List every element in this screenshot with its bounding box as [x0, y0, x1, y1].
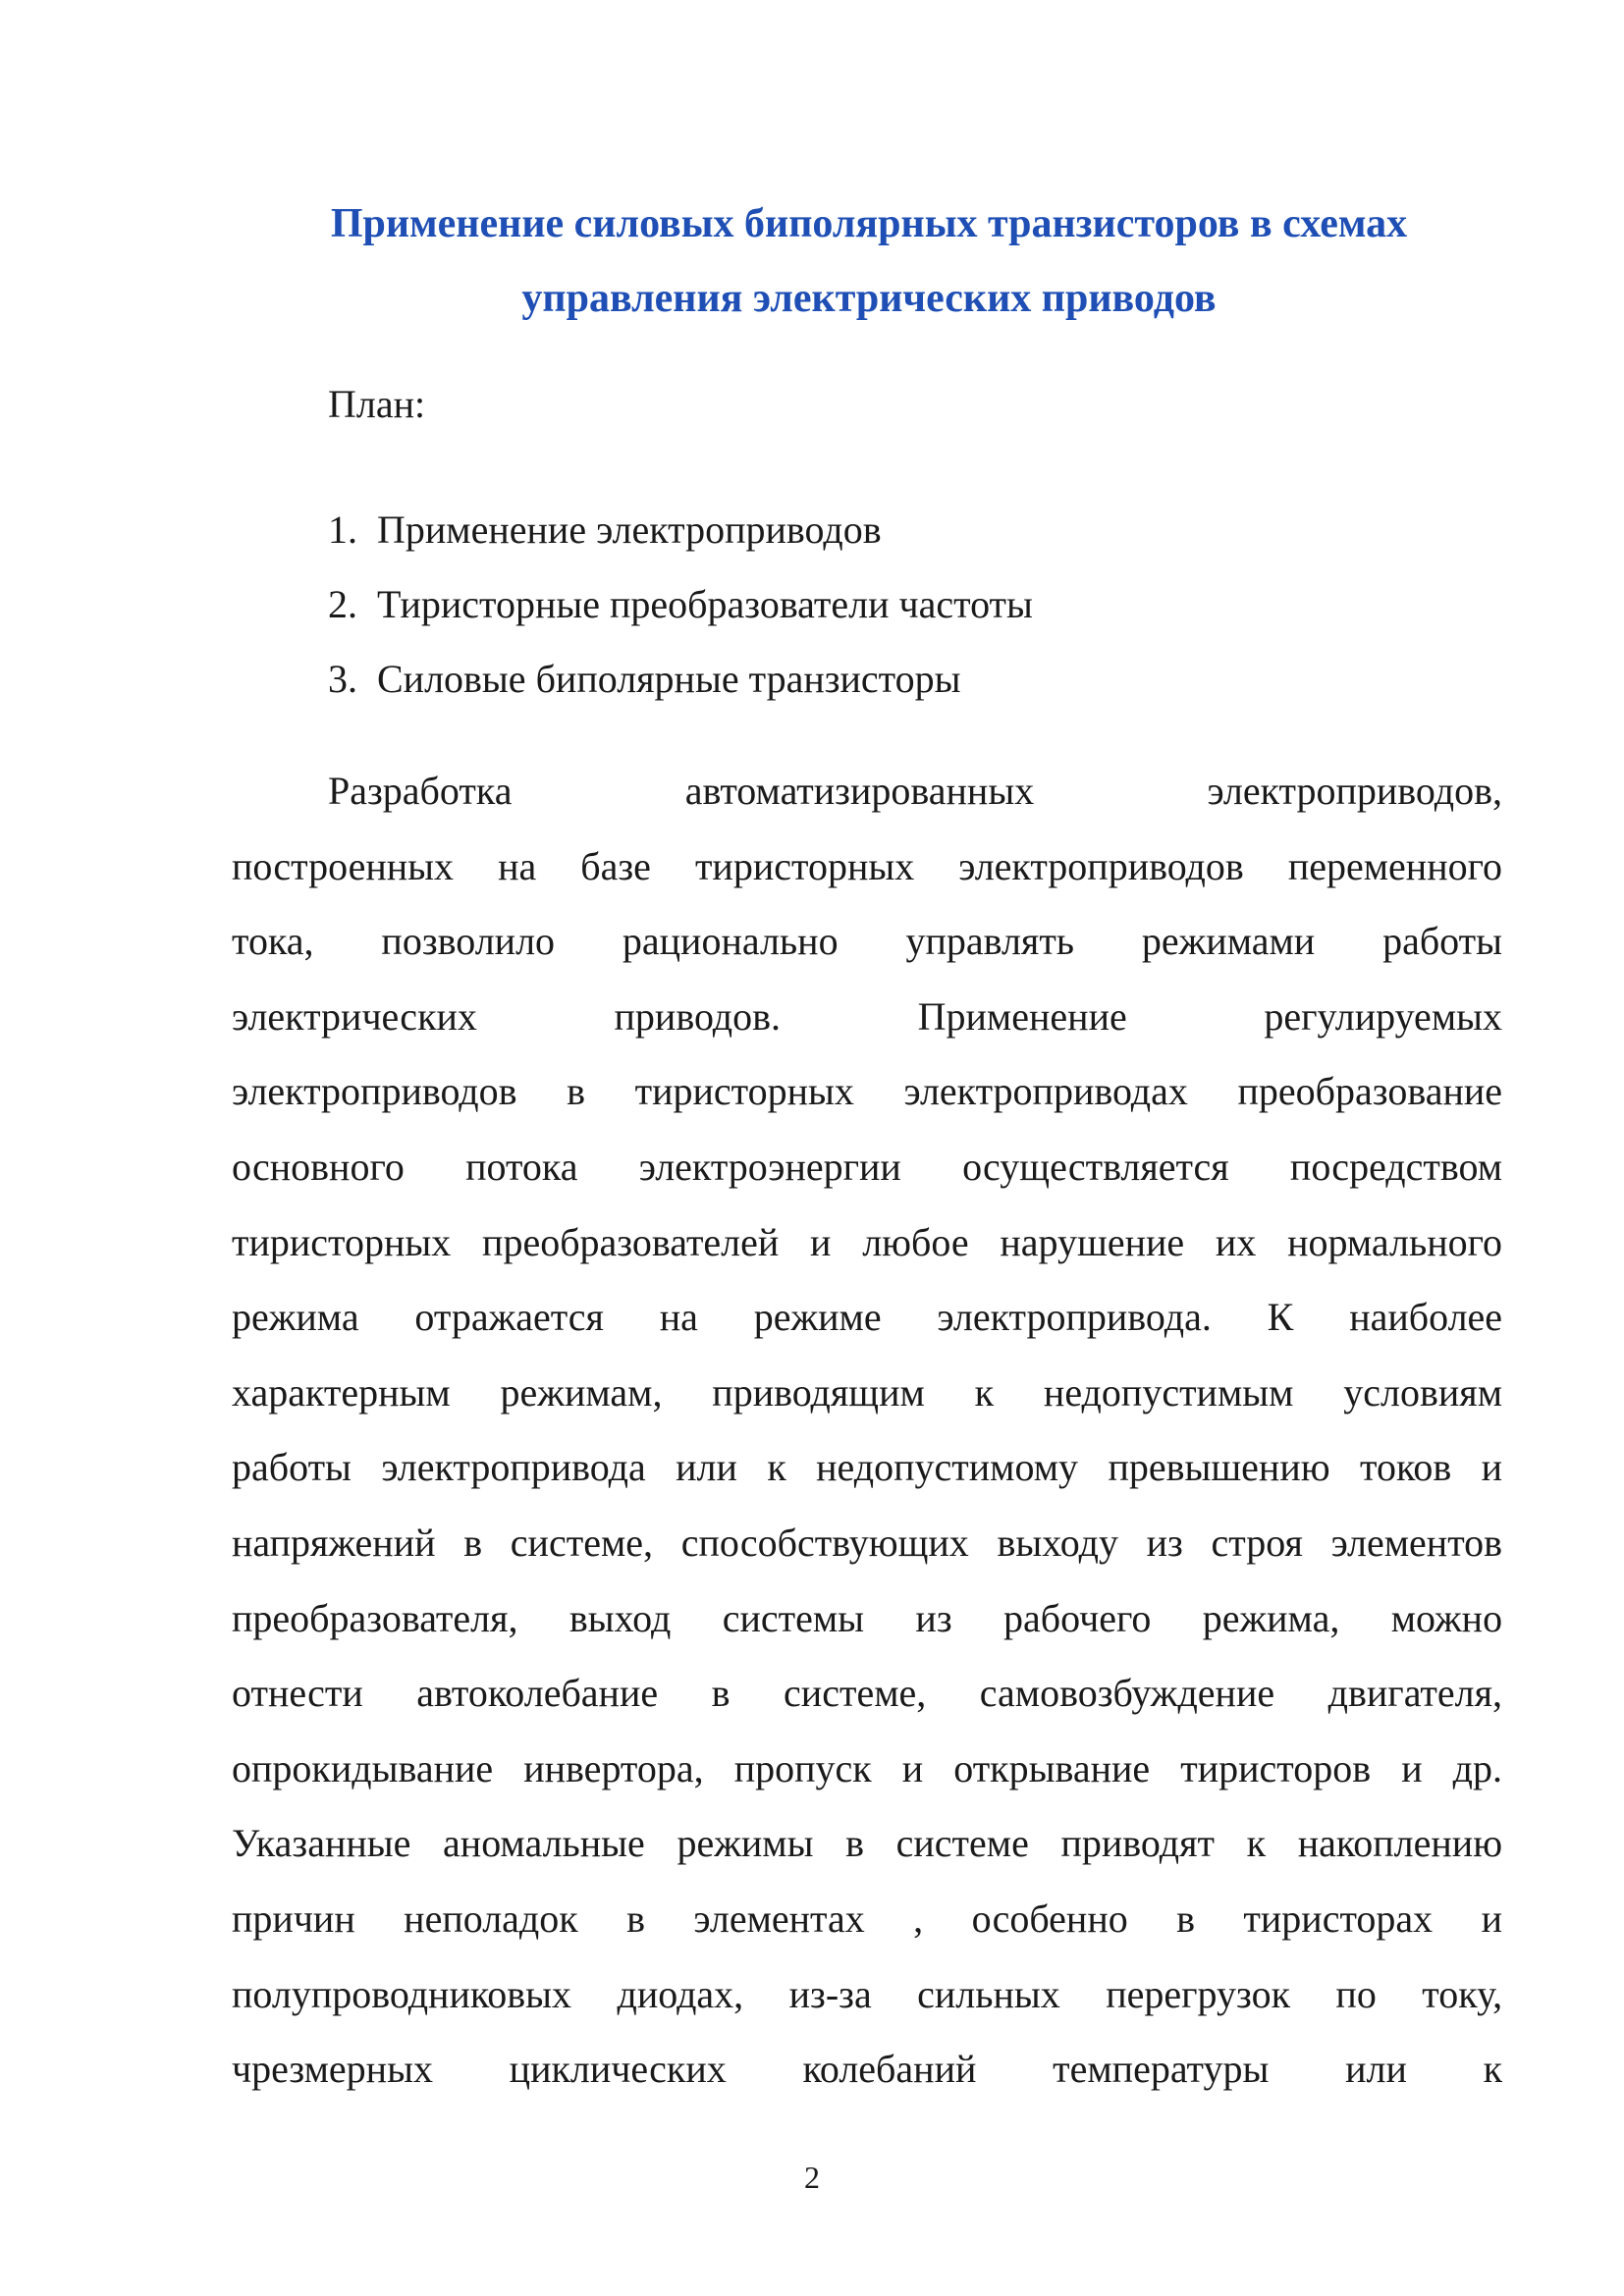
body-word: системе, — [784, 1671, 927, 1716]
body-word: на — [498, 843, 537, 888]
body-word: открывание — [953, 1745, 1151, 1790]
body-word: системе, — [510, 1520, 654, 1565]
body-line — [232, 980, 1502, 1055]
body-word: к — [767, 1445, 786, 1490]
body-word: можно — [1390, 1595, 1503, 1640]
body-word: работы — [1382, 919, 1503, 964]
body-word: преобразователя, — [232, 1595, 518, 1640]
body-word: недопустимому — [816, 1445, 1079, 1490]
body-word: диодах, — [617, 1971, 744, 2016]
plan-item-text: Тиристорные преобразователи частоты — [377, 582, 1033, 626]
plan-item-number: 2. — [328, 582, 357, 626]
body-word: двигателя, — [1327, 1671, 1503, 1716]
body-word: отражается — [414, 1295, 604, 1340]
body-word: выходу — [997, 1520, 1118, 1565]
body-word: К — [1267, 1295, 1294, 1340]
plan-item-text: Силовые биполярные транзисторы — [377, 657, 961, 701]
body-word: по — [1335, 1971, 1377, 2016]
body-line — [232, 829, 1502, 905]
body-word: переменного — [1287, 843, 1503, 888]
body-word: потока — [465, 1144, 578, 1189]
body-line — [232, 1656, 1502, 1732]
body-word: тиристорных — [694, 843, 915, 888]
body-line — [232, 2032, 1502, 2108]
body-word: к — [1483, 2047, 1503, 2092]
body-word: режимами — [1141, 919, 1316, 964]
body-word: их — [1215, 1219, 1257, 1264]
body-word: построенных — [232, 843, 455, 888]
body-word: Применение — [917, 993, 1127, 1039]
body-word: тиристорных — [232, 1219, 452, 1264]
body-word: способствующих — [680, 1520, 969, 1565]
body-word: инвертора, — [523, 1745, 704, 1790]
body-line — [232, 1957, 1502, 2033]
body-word: в — [463, 1520, 483, 1565]
body-word: рационально — [622, 919, 839, 964]
body-word: электроприводов — [958, 843, 1244, 888]
body-word: системы — [722, 1595, 865, 1640]
body-word: недопустимым — [1043, 1369, 1294, 1415]
body-word: приводов. — [614, 993, 782, 1039]
body-word: тиристорах — [1243, 1896, 1434, 1941]
body-word: или — [676, 1445, 737, 1490]
body-word: режимы — [677, 1821, 814, 1866]
body-word: режима — [232, 1295, 359, 1340]
body-word: рабочего — [1003, 1595, 1152, 1640]
body-word: электроприводов — [232, 1069, 517, 1114]
body-word: чрезмерных — [232, 2047, 433, 2092]
body-word: основного — [232, 1144, 405, 1189]
plan-item-number: 1. — [328, 507, 357, 552]
body-word: строя — [1211, 1520, 1303, 1565]
body-line — [232, 1205, 1502, 1281]
body-word: автоколебание — [416, 1671, 659, 1716]
body-word: электропривода — [381, 1445, 646, 1490]
body-word: в — [1176, 1896, 1196, 1941]
body-word: на — [659, 1295, 698, 1340]
body-word: посредством — [1289, 1144, 1503, 1189]
body-word: характерным — [232, 1369, 451, 1415]
body-word: в — [845, 1821, 864, 1866]
body-word: элементов — [1330, 1520, 1503, 1565]
plan-item-text: Применение электроприводов — [377, 507, 882, 552]
body-word: условиям — [1343, 1369, 1502, 1415]
plan-list — [328, 493, 1033, 717]
body-line — [232, 1806, 1502, 1882]
body-word: токов — [1360, 1445, 1452, 1490]
body-word: особенно — [971, 1896, 1128, 1941]
body-word: перегрузок — [1106, 1971, 1290, 2016]
body-word: напряжений — [232, 1520, 436, 1565]
title-line: управления электрических приводов — [521, 276, 1217, 321]
body-word: неполадок — [404, 1896, 578, 1941]
body-word: току, — [1422, 1971, 1503, 2016]
body-word: регулируемых — [1264, 993, 1502, 1039]
body-word: преобразователей — [482, 1219, 780, 1264]
page-number: 2 — [804, 2160, 820, 2195]
body-word: и — [810, 1219, 832, 1264]
body-word: в — [567, 1069, 586, 1114]
body-word: преобразование — [1237, 1069, 1503, 1114]
body-word: , — [913, 1896, 924, 1941]
body-word: режиме — [753, 1295, 882, 1340]
body-line — [232, 1506, 1502, 1581]
body-word: температуры — [1053, 2047, 1270, 2092]
body-word: автоматизированных — [684, 769, 1035, 813]
body-word: электроприводах — [903, 1069, 1188, 1114]
body-word: режима, — [1202, 1595, 1340, 1640]
body-word: управлять — [905, 919, 1075, 964]
document-title — [236, 187, 1502, 336]
body-line — [232, 904, 1502, 980]
body-word: наиболее — [1349, 1295, 1503, 1340]
body-word: электропривода. — [937, 1295, 1212, 1340]
body-word: из — [1146, 1520, 1183, 1565]
body-word: и — [901, 1745, 924, 1790]
plan-heading: План: — [328, 382, 426, 426]
body-word: циклических — [509, 2047, 727, 2092]
plan-item — [328, 567, 1033, 642]
body-word: нарушение — [1000, 1219, 1185, 1264]
body-word: работы — [232, 1445, 352, 1490]
body-word: в — [711, 1671, 731, 1716]
body-line — [232, 1054, 1502, 1130]
body-word: и — [1401, 1745, 1423, 1790]
body-word: выход — [568, 1595, 672, 1640]
body-line — [232, 1430, 1502, 1506]
body-line — [232, 1130, 1502, 1205]
body-word: системе — [895, 1821, 1029, 1866]
body-word: из — [915, 1595, 952, 1640]
body-word: приводящим — [712, 1369, 925, 1415]
body-word: в — [626, 1896, 645, 1941]
body-line — [232, 1732, 1502, 1807]
body-word: любое — [862, 1219, 969, 1264]
body-word: электроприводов, — [1207, 769, 1502, 813]
body-word: пропуск — [733, 1745, 872, 1790]
body-word: приводят — [1060, 1821, 1215, 1866]
title-line: Применение силовых биполярных транзисторов в схемах — [330, 201, 1408, 246]
body-word: накоплению — [1297, 1821, 1503, 1866]
body-word: элементах — [693, 1896, 865, 1941]
body-word: электрических — [232, 993, 477, 1039]
body-word: к — [974, 1369, 995, 1415]
body-word: нормального — [1287, 1219, 1503, 1264]
body-word: электроэнергии — [638, 1144, 901, 1189]
plan-item — [328, 642, 1033, 717]
body-word: полупроводниковых — [232, 1971, 572, 2016]
body-word: самовозбуждение — [979, 1671, 1275, 1716]
body-word: осуществляется — [962, 1144, 1229, 1189]
plan-item — [328, 493, 1033, 567]
body-line — [232, 1356, 1502, 1431]
plan-item-number: 3. — [328, 657, 357, 701]
body-paragraph — [232, 754, 1502, 2108]
body-word: сильных — [917, 1971, 1060, 2016]
body-line — [232, 1280, 1502, 1356]
body-word: и — [1481, 1445, 1503, 1490]
body-word: базе — [580, 843, 651, 888]
body-word: др. — [1452, 1745, 1503, 1790]
body-line — [232, 754, 1502, 829]
body-word: и — [1481, 1896, 1502, 1941]
body-word: тиристоров — [1180, 1745, 1372, 1790]
body-word: режимам, — [500, 1369, 663, 1415]
body-word: аномальные — [443, 1821, 645, 1866]
body-word: позволило — [381, 919, 556, 964]
body-word: Указанные — [232, 1821, 411, 1866]
body-line — [232, 1882, 1502, 1957]
body-word: отнести — [232, 1671, 363, 1716]
body-line — [232, 1581, 1502, 1657]
body-word: опрокидывание — [232, 1745, 494, 1790]
body-word: к — [1246, 1821, 1267, 1866]
body-word: из-за — [788, 1971, 872, 2016]
body-word: или — [1345, 2047, 1407, 2092]
body-word: тиристорных — [634, 1069, 854, 1114]
body-word: колебаний — [802, 2047, 977, 2092]
body-word: превышению — [1108, 1445, 1330, 1490]
body-word: тока, — [232, 919, 314, 964]
body-word: причин — [232, 1896, 355, 1941]
body-word: Разработка — [328, 769, 513, 813]
